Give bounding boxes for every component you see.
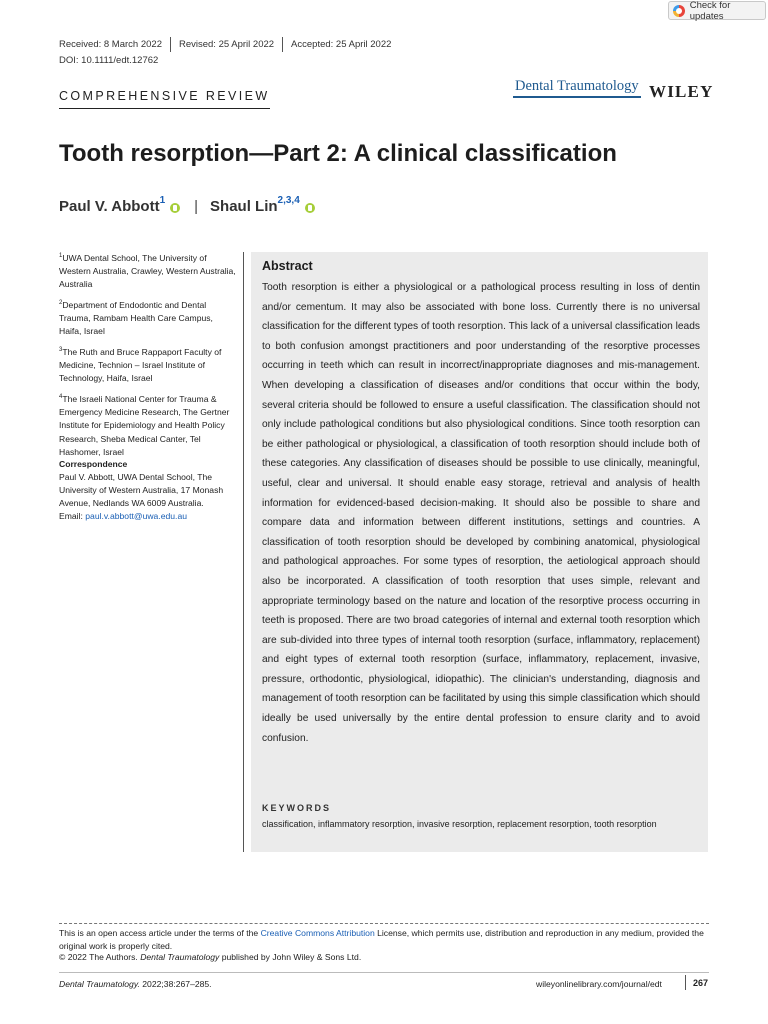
crossmark-icon	[673, 5, 685, 17]
page-divider	[685, 975, 686, 990]
citation: Dental Traumatology. 2022;38:267–285.	[59, 979, 212, 989]
author-name[interactable]: Paul V. Abbott	[59, 198, 160, 215]
footer-divider	[59, 923, 709, 924]
article-title: Tooth resorption—Part 2: A clinical classification	[59, 140, 617, 167]
affiliation: $^2$Department of Endodontic and Dental Trauma, Rambam Health Care Campus, Haifa, Israel	[59, 300, 213, 337]
abstract-heading: Abstract	[262, 259, 313, 273]
author-name[interactable]: Shaul Lin	[210, 198, 278, 215]
correspondence	[59, 458, 237, 523]
received-date: Received: 8 March 2022	[59, 39, 162, 50]
license-notice: This is an open access article under the terms of the Creative Commons Attribution License, which permits use, distribution and reproduction in any medium, provided the original work is properly cited.	[59, 928, 704, 952]
date-separator	[170, 37, 171, 52]
revised-date: Revised: 25 April 2022	[178, 39, 275, 50]
affiliation: $^4$The Israeli National Center for Trauma & Emergency Medicine Research, The Gertner Institute for Epidemiology and Health Policy Research, Sheba Medical Canter, Tel Hashomer, Israel	[59, 394, 230, 457]
keywords-text: classification, inflammatory resorption, invasive resorption, replacement resorption, tooth resorption	[262, 819, 657, 829]
correspondence-heading: Correspondence	[59, 459, 128, 469]
abstract-text: Tooth resorption is either a physiological or a pathological process resulting in loss of dentin and/or cementum. It may also be associated with bone loss. Currently there is no universal classification for the different types of tooth resorption. This lack of a universal classification leads to both confusion amongst practitioners and poor understanding of the resorptive processes occurring in teeth which can result in incorrect/inappropriate diagnoses and mis-management. When developing a classification of diseases and/or conditions that occur within the body, several criteria should be followed to ensure a useful classification. The classification should not only include pathological conditions but also physiological conditions. Since tooth resorption can be either pathological or physiological, a classification of tooth resorption should include both of these categories. Any classification of diseases should be possible to use clinically, meaningful, useful, clear and universal. It should enable easy storage, retrieval and analysis of health information for evidenced-based decision-making. It should also be possible to share and compare data and information between different institutions, settings and countries. A classification of tooth resorption should be developed by combining anatomical, physiological and pathological approaches. For some types of resorption, the aetiological approach should also be incorporated. A classification of tooth resorption that uses simple, relevant and appropriate terminology based on the nature and location of the resorptive process occurring in teeth is proposed. There are two broad categories of internal and external tooth resorption which are sub-divided into three types of internal tooth resorption (surface, inflammatory, replacement) and eight types of external tooth resorption (surface, inflammatory, replacement, invasive, pressure, orthodontic, physiological, idiopathic). The clinician's understanding, diagnosis and management of tooth resorption can be facilitated by using this simple classification which should ideally be used universally by the entire dental profession to ensure clarity and to avoid confusion.	[262, 282, 700, 744]
article-dates	[59, 37, 391, 52]
doi: DOI: 10.1111/edt.12762	[59, 55, 159, 66]
author-affiliation-ref[interactable]: 2,3,4	[277, 195, 300, 206]
copyright: © 2022 The Authors. Dental Traumatology published by John Wiley & Sons Ltd.	[59, 952, 362, 962]
check-for-updates-button[interactable]	[668, 1, 766, 20]
affiliation: $^3$The Ruth and Bruce Rappaport Faculty of Medicine, Technion – Israel Institute of Technology, Haifa, Israel	[59, 347, 222, 384]
author-list	[59, 195, 315, 215]
affiliations	[59, 250, 237, 465]
accepted-date: Accepted: 25 April 2022	[291, 39, 392, 50]
footer-rule	[59, 972, 709, 973]
author-divider: |	[194, 198, 199, 215]
orcid-icon[interactable]	[305, 203, 315, 213]
email-link[interactable]: paul.v.abbott@uwa.edu.au	[85, 511, 188, 522]
orcid-icon[interactable]	[170, 203, 180, 213]
abstract-divider	[243, 252, 244, 852]
correspondence-email: Email: paul.v.abbott@uwa.edu.au	[59, 511, 188, 522]
date-separator	[282, 37, 283, 52]
page-number: 267	[693, 978, 709, 988]
publisher-logo: WILEY	[649, 82, 714, 101]
affiliation: $^1$UWA Dental School, The University of Western Australia, Crawley, Western Australia, Australia	[59, 252, 236, 290]
journal-url[interactable]: wileyonlinelibrary.com/journal/edt	[536, 979, 662, 989]
journal-logo: Dental Traumatology	[513, 78, 641, 98]
check-for-updates-label: Check for updates	[689, 0, 731, 22]
license-link[interactable]: Creative Commons Attribution	[260, 928, 375, 938]
author-affiliation-ref[interactable]: 1	[159, 195, 166, 206]
keywords-heading: KEYWORDS	[262, 803, 332, 813]
correspondence-address: Paul V. Abbott, UWA Dental School, The University of Western Australia, 17 Monash Avenue, Nedlands WA 6009 Australia.	[59, 472, 224, 509]
article-type: COMPREHENSIVE REVIEW	[59, 89, 270, 109]
